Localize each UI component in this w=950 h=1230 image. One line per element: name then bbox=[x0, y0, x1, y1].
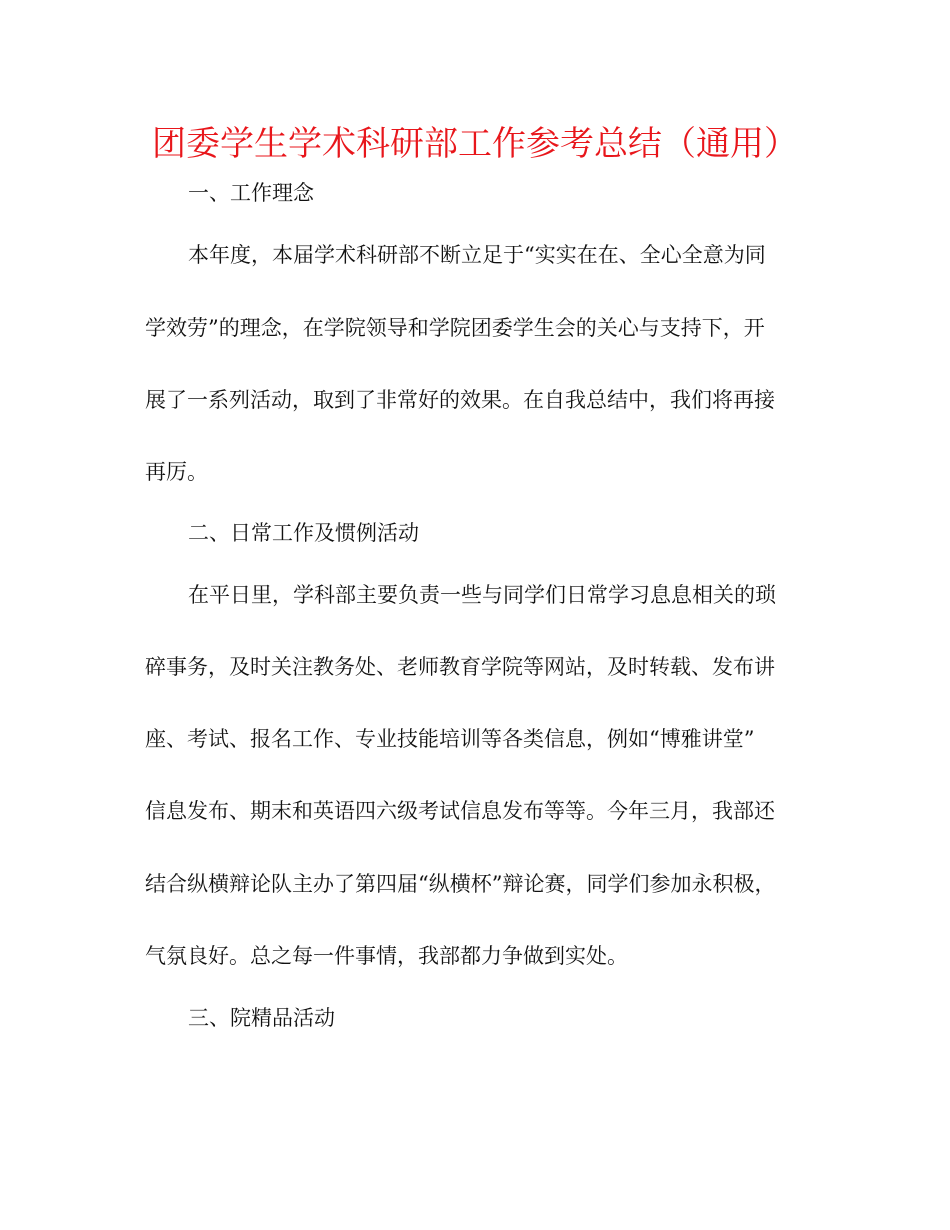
paragraph-line: 碎事务，及时关注教务处、老师教育学院等网站，及时转载、发布讲 bbox=[145, 655, 775, 679]
paragraph-line: 本年度，本届学术科研部不断立足于“实实在在、全心全意为同 bbox=[188, 243, 766, 267]
paragraph-line: 学效劳”的理念，在学院领导和学院团委学生会的关心与支持下，开 bbox=[145, 316, 765, 340]
paragraph-line: 信息发布、期末和英语四六级考试信息发布等等。今年三月，我部还 bbox=[145, 799, 775, 823]
paragraph-line: 座、考试、报名工作、专业技能培训等各类信息，例如“博雅讲堂” bbox=[145, 727, 755, 751]
section-heading-3: 三、院精品活动 bbox=[188, 1006, 335, 1030]
section-heading-1: 一、工作理念 bbox=[188, 181, 314, 205]
section-heading-2: 二、日常工作及惯例活动 bbox=[188, 521, 419, 545]
document-title: 团委学生学术科研部工作参考总结（通用） bbox=[152, 124, 798, 164]
paragraph-line: 在平日里，学科部主要负责一些与同学们日常学习息息相关的琐 bbox=[188, 583, 776, 607]
paragraph-line: 再厉。 bbox=[145, 460, 208, 484]
paragraph-line: 结合纵横辩论队主办了第四届“纵横杯”辩论赛，同学们参加永积极， bbox=[145, 872, 776, 896]
paragraph-line: 展了一系列活动，取到了非常好的效果。在自我总结中，我们将再接 bbox=[145, 388, 775, 412]
paragraph-line: 气氛良好。总之每一件事情，我部都力争做到实处。 bbox=[145, 944, 628, 968]
